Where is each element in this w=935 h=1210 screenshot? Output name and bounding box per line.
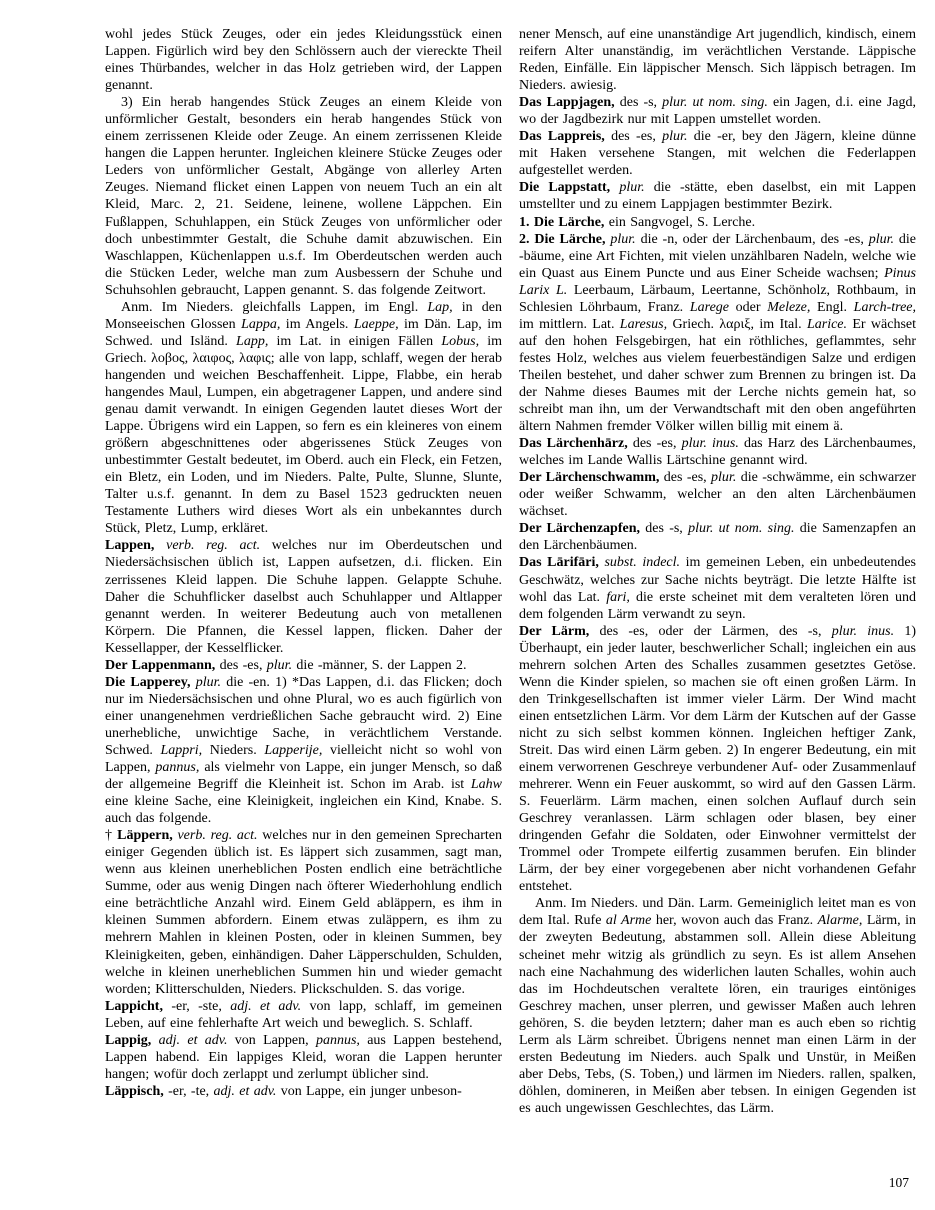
text-segment: von lapp, schlaff, im gemeinen Leben, auf eine fehlerhafte Art weich und beweglich. S. Schlaff. <box>105 998 502 1031</box>
entry-paragraph <box>105 1032 502 1083</box>
text-segment: des -s, <box>614 95 663 111</box>
entry-paragraph <box>519 26 916 94</box>
text-segment: die -schwämme, ein schwarzer oder weißer Schwamm, welcher an den alten Lärchenbäumen wächset. <box>519 470 917 520</box>
text-segment: Meleze, <box>767 299 811 315</box>
text-segment: die -er, bey den Jägern, kleine dünne mit Haken versehene Stangen, mit welchen die Federlappen aufgestellet werden. <box>519 129 916 179</box>
text-segment: die -n, oder der Lärchenbaum, des -es, <box>635 231 869 247</box>
entry-paragraph <box>105 537 502 656</box>
headword: Läppern, <box>117 828 173 844</box>
headword: 1. Die Lärche, <box>519 214 605 230</box>
text-segment: des -es, <box>215 657 267 673</box>
text-segment: plur. <box>266 657 293 673</box>
text-segment: im mittlern. Lat. <box>519 316 620 332</box>
text-segment: plur. <box>195 674 221 690</box>
text-segment: Lapperije, <box>264 742 323 758</box>
text-segment: her, wovon auch das Franz. <box>651 913 818 929</box>
text-segment: Laeppe, <box>353 316 399 332</box>
text-segment: al Arme <box>605 913 652 929</box>
text-segment: die -stätte, eben daselbst, ein mit Lappen umstellter und zu einem Lappjagen bestimmter Bezirk. <box>519 180 917 213</box>
text-segment: Er wächset auf den hohen Felsgebirgen, hat ein röthliches, geflammtes, sehr festes Holz, welches aus vielem feuerbeständigen Salze und erdigen Theilen bestehet, und daher schwer zum Brennen zu bringen ist. Da der Nahme dieses Baumes mit der Lerche nichts gemein hat, so schreibt man ihn, um der Verwandtschaft mit den oben angeführten ältern Nahmen fremder Völker willen billig mit einem ä. <box>519 316 916 435</box>
text-segment <box>154 538 166 553</box>
headword: Die Lappstatt, <box>519 180 611 196</box>
text-segment: des -es, <box>627 436 682 452</box>
text-segment: Nieders. <box>202 742 265 758</box>
text-segment: Engl. <box>810 299 854 315</box>
text-segment: plur. ut nom. sing. <box>688 521 795 537</box>
text-segment: verb. reg. act. <box>177 828 258 844</box>
text-segment: verb. reg. act. <box>166 538 261 554</box>
entry-paragraph <box>105 94 502 299</box>
text-segment: ein Jagen, d.i. eine Jagd, wo der Jagdbezirk nur mit Lappen umstellet worden. <box>519 95 916 128</box>
headword: Lappig, <box>105 1032 152 1048</box>
text-segment: plur. <box>610 231 636 247</box>
text-segment: Anm. Im Nieders. gleichfalls Lappen, im Engl. <box>121 299 428 315</box>
text-segment: Leerbaum, Lärbaum, Leertanne, Schönholz, Rothbaum, in Schlesien Löhrbaum, Franz. <box>519 282 916 315</box>
text-segment: ein Sangvogel, S. Lerche. <box>604 214 756 230</box>
entry-paragraph <box>519 94 916 128</box>
left-column <box>105 26 502 1100</box>
entry-paragraph <box>519 469 916 520</box>
headword: Der Lappenmann, <box>105 657 216 673</box>
text-segment <box>610 180 619 195</box>
text-segment: adj. et adv. <box>230 998 302 1014</box>
entry-paragraph <box>519 214 916 231</box>
headword: Das Lappreis, <box>519 129 605 145</box>
text-segment: fari, <box>606 589 630 605</box>
text-segment: nener Mensch, auf eine unanständige Art jugendlich, kindisch, einem reifern Alter unanständig, im verächtlichen Verstande. Läppische Reden, Einfälle. Ein läppischer Mensch. Sich läppisch betragen. Im Nieders. awiesig. <box>519 27 916 94</box>
entry-paragraph <box>105 299 502 538</box>
text-segment: die erste scheinet mit dem veralteten lören und dem folgenden Lärm verwandt zu seyn. <box>519 589 916 622</box>
text-segment: aus Lappen bestehend, Lappen habend. Ein lappiges Kleid, woran die Lappen herunter hangen; wofür doch zerlappt und zerlumpt üblicher sind. <box>105 1032 502 1082</box>
headword: Der Lärchenzapfen, <box>519 521 641 537</box>
text-segment: Lappri, <box>160 742 203 758</box>
text-segment: -er, -ste, <box>162 998 231 1014</box>
page-number: 107 <box>888 1175 909 1190</box>
text-segment: wohl jedes Stück Zeuges, oder ein jedes Kleidungsstück einen Lappen. Figürlich wird bey den Schlössern auch der viereckte Theil eines Thürbandes, welcher in das Holz getrieben wird, der Lappen genannt. <box>105 27 502 94</box>
text-segment: Larice. <box>806 316 848 332</box>
text-segment: die -männer, S. der Lappen 2. <box>292 657 467 673</box>
text-segment: Larch-tree, <box>853 299 917 315</box>
text-segment: subst. indecl. <box>604 555 681 571</box>
text-segment: des -es, oder der Lärmen, des -s, <box>589 623 832 639</box>
text-segment: Larege <box>689 299 730 315</box>
entry-paragraph <box>519 231 916 436</box>
headword: Der Lärm, <box>519 623 590 639</box>
entry-paragraph <box>519 435 916 469</box>
text-segment: plur. inus. <box>831 623 895 639</box>
text-segment: Lobus, <box>441 333 480 349</box>
headword: Die Lapperey, <box>105 674 191 690</box>
text-segment: von Lappe, ein junger unbeson- <box>276 1083 462 1099</box>
text-segment: das Harz des Lärchenbaumes, welches im Lande Wallis Lärtschine genannt wird. <box>519 436 916 469</box>
text-segment: eine kleine Sache, eine Kleinigkeit, ingleichen ein Kind, Knabe. S. auch das folgende. <box>105 794 502 827</box>
text-segment: welches nur in den gemeinen Sprecharten einiger Gegenden üblich ist. Es läppert sich zusammen, sagt man, wenn aus kleinen unerheblichen Posten endlich eine beträchtliche Summe, oder aus wenig Dingen nach öfterer Wiederhohlung endlich eine beträchtliche Anzahl wird. Einem Geld abläppern, es ihm in kleinen Summen abfordern. Einem etwas zuläppern, es ihm zu mehrern Mahlen in kleinen Posten, oder in kleinen Summen, bey Kleinigkeiten, geben, einhändigen. Daher Läpperschulden, Schulden, welche in kleinen unerheblichen Summen hin und wieder gemacht worden; Klitterschulden, Nieders. Plickschulden. S. das vorige. <box>105 828 503 997</box>
text-segment: adj. et adv. <box>158 1032 228 1048</box>
text-segment: plur. <box>868 231 895 247</box>
text-segment: des -s, <box>640 521 689 537</box>
text-segment: von Lappen, <box>227 1032 316 1048</box>
text-segment: im Lat. in einigen Fällen <box>268 333 442 349</box>
entry-paragraph <box>105 1083 502 1100</box>
text-segment: plur. <box>662 129 688 145</box>
text-segment: Griech. λαριξ, im Ital. <box>667 316 807 332</box>
text-segment: 3) Ein herab hangendes Stück Zeuges an einem Kleide von unförmlicher Gestalt, besonders ein herab hangendes Stück von einem zerrissenen Kleide oder Zeuge. An einem zerrissenen Kleide hangen die Lappen herunter. Ingleichen kleinere Stücke Zeuges oder Leders von unförmlicher Gestalt, Abgänge von allerley Arten Zeuges. Niemand flicket einen Lappen von neuem Tuch an ein alt Kleid, Marc. 2, 21. Seidene, leinene, wollene Läppchen. Ein Fußlappen, Schuhlappen, ein Stück Zeuges von unförmlicher oder doch unbestimmter Gestalt, die Schuhe damit abzuwischen. Ein Waschlappen, Küchenlappen u.s.f. Im Oberdeutschen werden auch die Stücken Leder, welche man zum Ausbessern der Schuhe und Schuhsohlen gebraucht, Lappen genannt. S. das folgende Zeitwort. <box>105 95 502 298</box>
entry-paragraph <box>519 895 916 1117</box>
text-segment: † <box>105 828 118 844</box>
text-segment: Laresus, <box>619 316 668 332</box>
text-segment: -er, -te, <box>163 1083 214 1099</box>
text-segment: plur. <box>619 180 645 196</box>
headword: Lappen, <box>105 538 155 554</box>
entry-paragraph <box>105 674 502 827</box>
text-segment: in den Monseeischen Glossen <box>105 299 502 332</box>
text-segment: die -bäume, eine Art Fichten, mit vielen unzählbaren Nadeln, welche wie ein Quast aus Einem Puncte und aus Einer Scheide wachsen; <box>519 231 917 281</box>
text-segment: die Samenzapfen an den Lärchenbäumen. <box>519 521 916 554</box>
text-segment: Alarme, <box>817 913 863 929</box>
entry-paragraph <box>105 657 502 674</box>
text-segment: oder <box>729 299 768 315</box>
text-segment: Lapp, <box>236 333 269 349</box>
text-segment: die -en. 1) *Das Lappen, d.i. das Flicken; doch nur im Niedersächsischen und ohne Plural, wo es auch figürlich von einer unangenehmen verdrießlichen Sache gebraucht wird. 2) Eine unerhebliche, unwichtige Sache, in verächtlichem Verstande. Schwed. <box>105 674 502 758</box>
text-segment: Lap, <box>427 299 453 315</box>
text-segment: im Dän. Lap, im Schwed. und Isländ. <box>105 316 502 349</box>
headword: Läppisch, <box>105 1083 164 1099</box>
entry-paragraph <box>105 998 502 1032</box>
text-segment: plur. inus. <box>681 436 739 452</box>
text-segment: im gemeinen Leben, ein unbedeutendes Geschwätz, welches zur Sache nichts beyträgt. Die letzte Hälfte ist wohl das Lat. <box>519 555 916 605</box>
entry-paragraph <box>519 128 916 179</box>
entry-paragraph <box>105 26 502 94</box>
headword: Das Lappjagen, <box>519 95 615 111</box>
text-segment: Lappa, <box>241 316 281 332</box>
text-segment: Anm. Im Nieders. und Dän. Larm. Gemeiniglich leitet man es von dem Ital. Rufe <box>519 896 916 929</box>
text-segment: pannus, <box>155 760 200 776</box>
headword: 2. Die Lärche, <box>519 231 606 247</box>
text-segment: Lahw <box>470 777 502 793</box>
entry-paragraph <box>519 554 916 622</box>
entry-paragraph <box>519 179 916 213</box>
text-segment: im Griech. λοβος, λαιφος, λαφις; alle von lapp, schlaff, wegen der herab hangenden und weichen Beschaffenheit. Lippe, Flabbe, ein herab hangendes Maul, Lumpen, ein abgetragener Lappen, und andere sind genau damit verwandt. In einigen Gegenden lautet dieses Wort der Lappe. Übrigens wird ein Lappen, so fern es ein kleineres von einem größern abgeschnittenes oder abgerissenes Stück Zeuges von unbestimmter Gestalt bedeutet, im Oberd. auch ein Fleck, ein Fetzen, ein Bletz, ein Loden, und im Nieders. Palte, Pulte, Slunne, Slunte, Talter u.s.f. genannt. In dem zu Basel 1523 gedruckten neuen Testamente Luthers wird dieses Wort als ein unbekanntes durch Stück, Pletz, Lump, erkläret. <box>105 333 503 537</box>
text-segment: plur. <box>711 470 737 486</box>
text-segment: vielleicht nicht so wohl von Lappen, <box>105 742 502 776</box>
text-segment: im Angels. <box>280 316 354 332</box>
headword: Der Lärchenschwamm, <box>519 470 660 486</box>
text-segment: Lärm, in der zweyten Bedeutung, abstammen soll. Allein diese Ableitung scheinet mehr witzig als gründlich zu seyn. Es ist allem Ansehen nach eine Nachahmung des widerlichen lauten Schalles, wohin auch das im Hochdeutschen veraltete lören, ein trauriges eintöniges Geschrey machen, unser plerren, und gewisser Maßen auch lehren gehören, S. die beyden letztern; daher man es auch eben so richtig Lerm als Lärm schreibet. Übrigens nennet man einen Lärm in der ersten Bedeutung im Nieders. auch Spalk und Unstür, in Meißen aber Debs, Tebs, (S. Toben,) und lärmen im Nieders. rallen, spalken, döhlen, domineren, in Meißen aber tebsen. In einigen Gegenden ist es auch ungewissen Geschlechtes, das Lärm. <box>519 913 917 1116</box>
text-segment: als vielmehr von Lappe, ein junger Mensch, so daß der allgemeine Begriff die Kleinheit ist. Schon im Arab. ist <box>105 760 502 793</box>
text-segment <box>151 1033 158 1048</box>
headword: Das Lärchenhārz, <box>519 436 628 452</box>
text-segment: des -es, <box>604 129 663 145</box>
text-segment: 1) Überhaupt, ein jeder lauter, beschwerlicher Schall; ingleichen ein aus mehrern solchen Arten des Schalles zusammen gesetztes Getöse. Wenn die Kinder spielen, so machen sie oft einen großen Lärm. In den Trinkgesellschaften ist immer vieler Lärm. Der Wind macht einen entsetzlichen Lärm. Vor dem Lärm der Kutschen auf der Gasse nicht zu sich selbst kommen können. Ingleichen heftiger Zank, Streit. Das wird einen Lärm geben. 2) In engerer Bedeutung, ein mit einem verworrenen Geschreye verbundener Auf- oder Zusammenlauf mehrerer. Wenn ein Feuer auskommt, so wird auf den Gassen Lärm. S. Feuerlärm. Lärm machen, einen solchen Auflauf durch sein Geschrey veranlassen. Lärm schlagen oder blasen, bey einer dringenden Gefahr die Soldaten, oder Einwohner vermittelst der Trommel oder Trompete eilfertig zusammen berufen. Ein blinder Lärm, der bey einer vorgegebenen aber nicht vorhandenen Gefahr entstehet. <box>519 623 916 895</box>
headword: Lappicht, <box>105 998 163 1014</box>
entry-paragraph <box>519 623 916 896</box>
headword: Das Lārifāri, <box>519 555 599 571</box>
text-segment: welches nur im Oberdeutschen und Niedersächsischen üblich ist, Lappen aufsetzen, d.i. flicken. Ein zerrissenes Kleid lappen. Die Schuhe lappen. Gelappte Schuhe. Daher die Schuhflicker daselbst auch Schuhlapper und Altlapper genannt werden. In weiterer Bedeutung auch von metallenen Körpern. Die Pfannen, die Kessel lappen, flicken. Daher der Kessellapper, der Kesselflicker. <box>105 538 502 656</box>
text-segment: plur. ut nom. sing. <box>662 95 768 111</box>
entry-paragraph <box>519 520 916 554</box>
text-segment: adj. et adv. <box>213 1083 277 1099</box>
text-segment: des -es, <box>659 470 712 486</box>
entry-paragraph <box>105 827 502 997</box>
text-segment: pannus, <box>315 1032 360 1048</box>
text-segment: Pinus Larix L. <box>519 265 916 298</box>
right-column <box>519 26 916 1117</box>
